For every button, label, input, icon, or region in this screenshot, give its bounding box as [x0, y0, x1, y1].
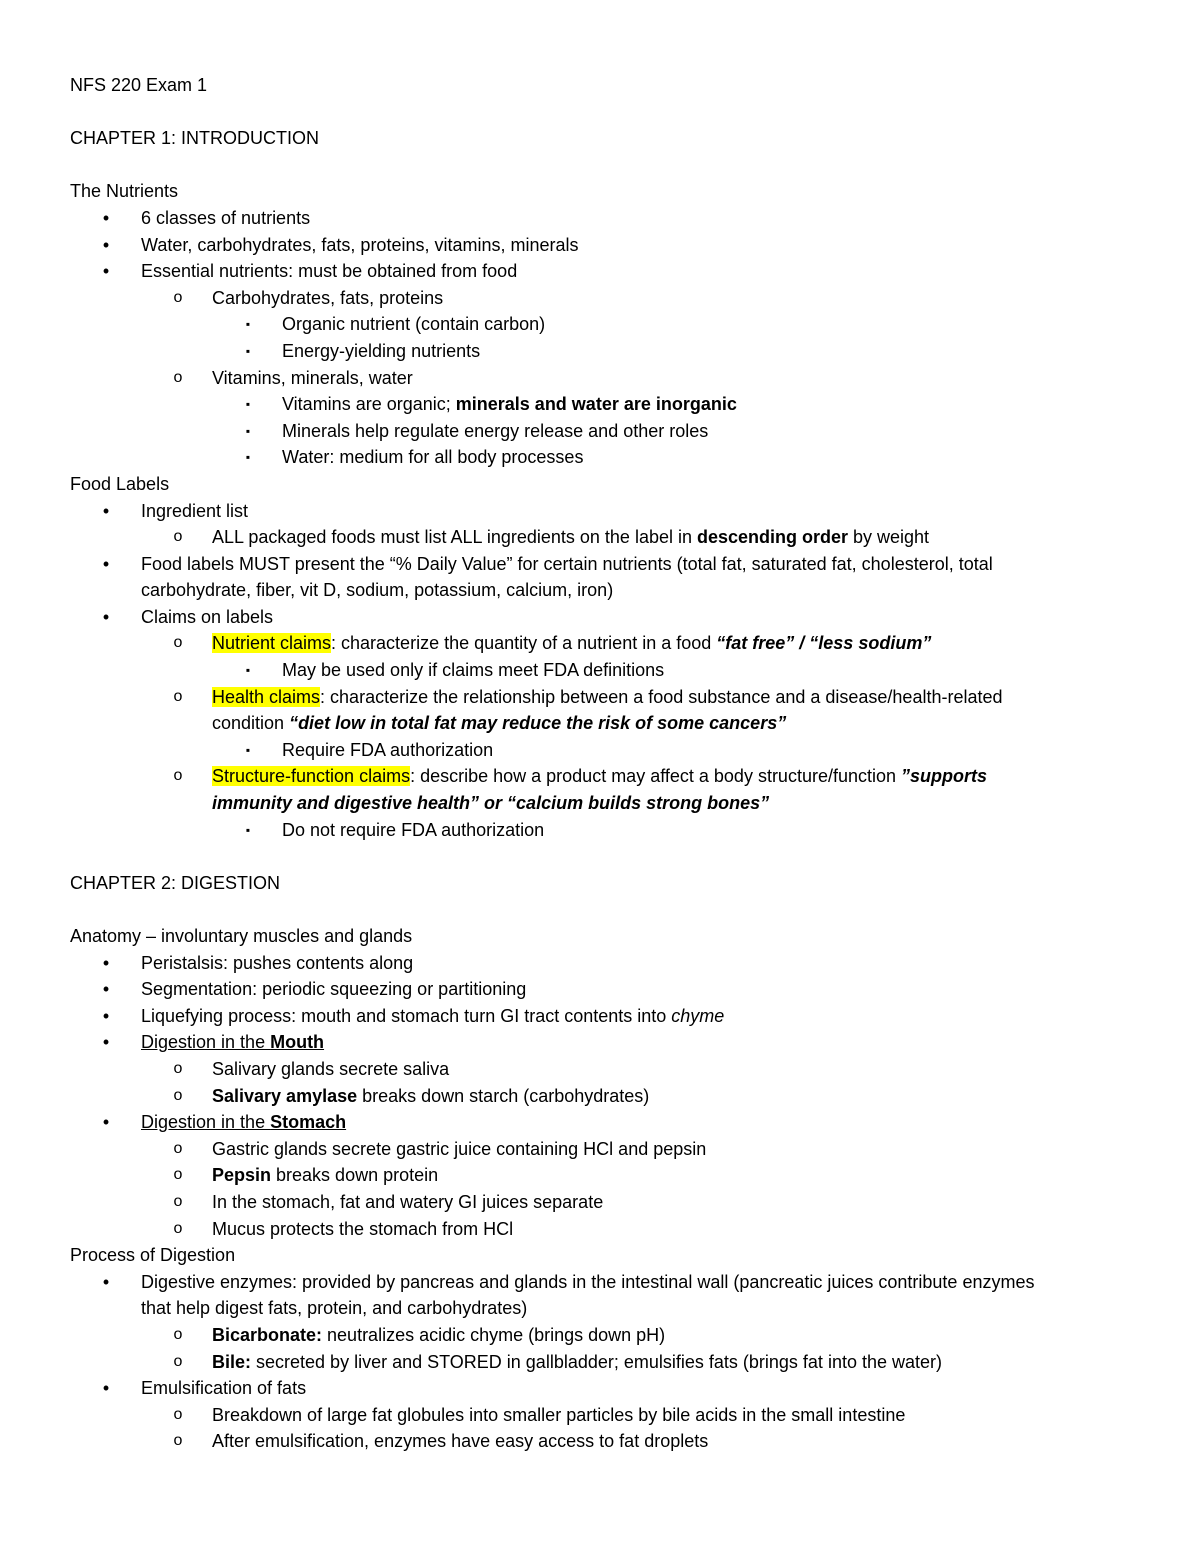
bullet-marker: •: [102, 1112, 110, 1133]
circle-marker: o: [173, 1352, 183, 1370]
circle-marker: o: [173, 1166, 183, 1184]
list-item: o Pepsin breaks down protein: [70, 1162, 1140, 1189]
circle-marker: o: [173, 368, 183, 386]
circle-marker: o: [173, 687, 183, 705]
list-item-continuation: condition “diet low in total fat may reduce the risk of some cancers”: [212, 713, 787, 734]
bullet-marker: •: [102, 500, 110, 521]
list-item: • Claims on labels: [70, 604, 1140, 631]
list-item-health-claims: o Health claims: characterize the relationship between a food substance and a disease/health-related: [70, 684, 1140, 711]
circle-marker: o: [173, 1432, 183, 1450]
list-item: • Digestive enzymes: provided by pancreas and glands in the intestinal wall (pancreatic juices contribute enzymes: [70, 1269, 1140, 1296]
list-item: ▪ Require FDA authorization: [70, 737, 1140, 764]
list-item: • Digestion in the Mouth: [70, 1029, 1140, 1056]
list-item-structure-function-claims: o Structure-function claims: describe how a product may affect a body structure/function ”supports: [70, 763, 1140, 790]
list-item: • Segmentation: periodic squeezing or partitioning: [70, 976, 1140, 1003]
list-item: • Liquefying process: mouth and stomach turn GI tract contents into chyme: [70, 1003, 1140, 1030]
list-item: ▪ May be used only if claims meet FDA definitions: [70, 657, 1140, 684]
bullet-marker: •: [102, 979, 110, 1000]
list-item: o Vitamins, minerals, water: [70, 365, 1140, 392]
section-heading-food-labels: Food Labels: [70, 473, 170, 494]
bullet-marker: •: [102, 553, 110, 574]
document-title: NFS 220 Exam 1: [70, 75, 208, 95]
list-item: • Ingredient list: [70, 498, 1140, 525]
bullet-marker: •: [102, 1032, 110, 1053]
list-item: • Essential nutrients: must be obtained from food: [70, 258, 1140, 285]
bullet-marker: •: [102, 606, 110, 627]
square-marker: ▪: [245, 663, 251, 678]
list-item: • Food labels MUST present the “% Daily Value” for certain nutrients (total fat, saturated fat, cholesterol, total: [70, 551, 1140, 578]
chapter-1-heading: CHAPTER 1: INTRODUCTION: [70, 128, 320, 149]
square-marker: ▪: [245, 822, 251, 837]
circle-marker: o: [173, 1192, 183, 1210]
circle-marker: o: [173, 288, 183, 306]
list-item: o Salivary glands secrete saliva: [70, 1056, 1140, 1083]
chapter-2-heading: CHAPTER 2: DIGESTION: [70, 872, 281, 893]
square-marker: ▪: [245, 343, 251, 358]
circle-marker: o: [173, 1325, 183, 1343]
square-marker: ▪: [245, 742, 251, 757]
circle-marker: o: [173, 528, 183, 546]
list-item: o In the stomach, fat and watery GI juices separate: [70, 1189, 1140, 1216]
highlighted-term: Health claims: [212, 686, 321, 707]
bullet-marker: •: [102, 1271, 110, 1292]
list-item: • Digestion in the Stomach: [70, 1109, 1140, 1136]
list-item-continuation: immunity and digestive health” or “calcium builds strong bones”: [212, 793, 770, 814]
list-item: o Carbohydrates, fats, proteins: [70, 285, 1140, 312]
circle-marker: o: [173, 1219, 183, 1237]
square-marker: ▪: [245, 397, 251, 412]
list-item: ▪ Water: medium for all body processes: [70, 444, 1140, 471]
list-item: o Breakdown of large fat globules into smaller particles by bile acids in the small intestine: [70, 1402, 1140, 1429]
list-item: ▪ Do not require FDA authorization: [70, 817, 1140, 844]
circle-marker: o: [173, 1405, 183, 1423]
highlighted-term: Nutrient claims: [212, 633, 332, 654]
circle-marker: o: [173, 1059, 183, 1077]
list-item: ▪ Vitamins are organic; minerals and water are inorganic: [70, 391, 1140, 418]
section-heading-anatomy: Anatomy – involuntary muscles and glands: [70, 926, 413, 946]
list-item-continuation: carbohydrate, fiber, vit D, sodium, potassium, calcium, iron): [141, 580, 614, 601]
list-item: ▪ Energy-yielding nutrients: [70, 338, 1140, 365]
square-marker: ▪: [245, 317, 251, 332]
list-item: o Mucus protects the stomach from HCl: [70, 1216, 1140, 1243]
square-marker: ▪: [245, 450, 251, 465]
section-heading-nutrients: The Nutrients: [70, 181, 179, 202]
list-item: o Salivary amylase breaks down starch (carbohydrates): [70, 1083, 1140, 1110]
list-item: • Emulsification of fats: [70, 1375, 1140, 1402]
document-page: [70, 72, 1140, 1455]
bullet-marker: •: [102, 234, 110, 255]
circle-marker: o: [173, 1139, 183, 1157]
bullet-marker: •: [102, 261, 110, 282]
bullet-marker: •: [102, 1378, 110, 1399]
circle-marker: o: [173, 767, 183, 785]
list-item: • Water, carbohydrates, fats, proteins, vitamins, minerals: [70, 232, 1140, 259]
list-item: o After emulsification, enzymes have easy access to fat droplets: [70, 1428, 1140, 1455]
square-marker: ▪: [245, 423, 251, 438]
list-item-continuation: that help digest fats, protein, and carbohydrates): [141, 1298, 528, 1319]
section-heading-process: Process of Digestion: [70, 1245, 236, 1266]
bullet-marker: •: [102, 952, 110, 973]
list-item: o ALL packaged foods must list ALL ingredients on the label in descending order by weight: [70, 524, 1140, 551]
circle-marker: o: [173, 634, 183, 652]
bullet-marker: •: [102, 207, 110, 228]
highlighted-term: Structure-function claims: [212, 766, 411, 787]
list-item-nutrient-claims: o Nutrient claims: characterize the quantity of a nutrient in a food “fat free” / “less sodium”: [70, 630, 1140, 657]
list-item: • Peristalsis: pushes contents along: [70, 950, 1140, 977]
list-item: • 6 classes of nutrients: [70, 205, 1140, 232]
bullet-marker: •: [102, 1005, 110, 1026]
list-item: ▪ Organic nutrient (contain carbon): [70, 311, 1140, 338]
list-item: o Bicarbonate: neutralizes acidic chyme (brings down pH): [70, 1322, 1140, 1349]
list-item: o Gastric glands secrete gastric juice containing HCl and pepsin: [70, 1136, 1140, 1163]
list-item: o Bile: secreted by liver and STORED in gallbladder; emulsifies fats (brings fat into the water): [70, 1349, 1140, 1376]
circle-marker: o: [173, 1086, 183, 1104]
list-item: ▪ Minerals help regulate energy release and other roles: [70, 418, 1140, 445]
